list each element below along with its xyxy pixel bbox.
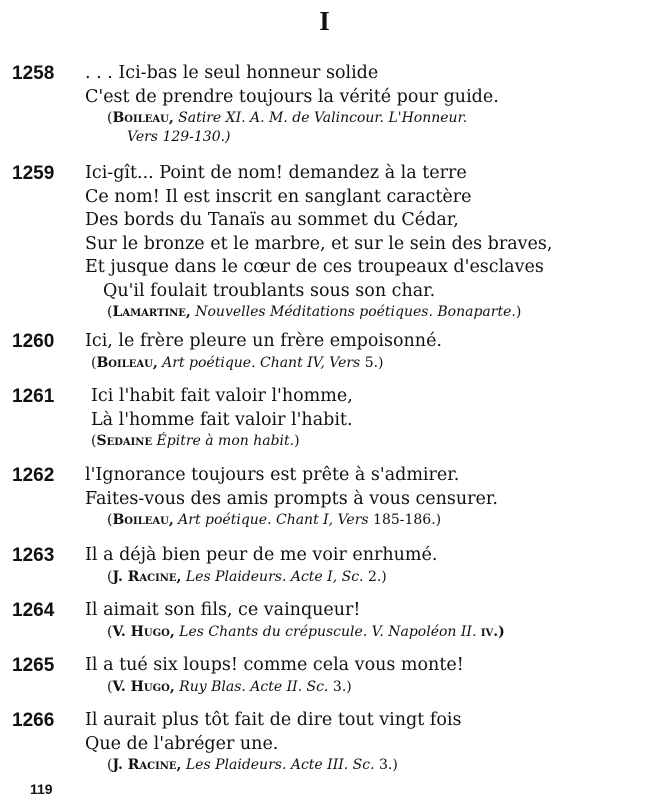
source-author: Boileau, xyxy=(96,354,158,371)
source-author: Lamartine, xyxy=(112,304,191,320)
verse-line: Ce nom! Il est inscrit en sanglant caractère xyxy=(85,186,472,207)
verse-line: Ici-gît... Point de nom! demandez à la terre xyxy=(85,163,467,183)
quote-verses xyxy=(85,709,645,775)
verse-line: Sur le bronze et le marbre, et sur le sein des braves, xyxy=(85,233,553,254)
source-author: Boileau, xyxy=(112,110,174,126)
source-author: J. Racine, xyxy=(112,757,182,773)
source-work: Art poétique. Chant IV, Vers xyxy=(162,354,361,371)
quote-verses xyxy=(85,599,645,642)
quote-verses xyxy=(85,654,645,697)
entry-number: 1263 xyxy=(12,545,55,566)
verse-line: C'est de prendre toujours la vérité pour guide. xyxy=(85,86,499,107)
source-verse-ref: 3.) xyxy=(379,757,398,773)
source-work: Nouvelles Méditations poétiques. Bonaparte. xyxy=(195,304,516,320)
quote-verses xyxy=(85,162,645,322)
source-work: Les Chants du crépuscule. V. Napoléon II. xyxy=(179,623,477,640)
verse-line: Que de l'abréger une. xyxy=(85,733,279,754)
source-work: Épitre à mon habit. xyxy=(156,433,295,449)
source-verse-ref: 3.) xyxy=(332,678,352,695)
source-author: J. Racine, xyxy=(112,568,182,585)
source-verse-ref: Vers 129-130.) xyxy=(127,129,231,145)
verse-line: Et jusque dans le cœur de ces troupeaux d'esclaves xyxy=(85,257,544,277)
quote-verses xyxy=(85,464,645,530)
source-verse-ref: 5.) xyxy=(364,354,384,371)
quote-source-continued xyxy=(85,128,645,147)
quote-verses xyxy=(85,385,645,451)
entry-number: 1265 xyxy=(12,655,55,676)
verse-line: Il aimait son fils, ce vainqueur! xyxy=(85,600,361,620)
entry-number: 1258 xyxy=(12,63,55,84)
verse-line: Ici l'habit fait valoir l'homme, xyxy=(91,386,353,406)
verse-line: Il aurait plus tôt fait de dire tout vingt fois xyxy=(85,710,462,730)
verse-line: l'Ignorance toujours est prête à s'admirer. xyxy=(85,465,460,485)
quote-source: (V. Hugo, Ruy Blas. Acte II. Sc. 3.) xyxy=(107,678,352,695)
quote-source: (J. Racine, Les Plaideurs. Acte I, Sc. 2.) xyxy=(107,568,387,585)
entry-number: 1264 xyxy=(12,600,55,621)
quote-source: (Boileau, Satire XI. A. M. de Valincour. L'Honneur. xyxy=(107,110,468,126)
quote-source: (Boileau, Art poétique. Chant IV, Vers 5.) xyxy=(91,354,384,371)
source-author: Sedaine xyxy=(96,433,153,449)
quote-source: (Boileau, Art poétique. Chant I, Vers 185-186.) xyxy=(107,512,442,528)
source-work: Les Plaideurs. Acte III. Sc. xyxy=(185,757,375,773)
verse-line: Là l'homme fait valoir l'habit. xyxy=(91,409,353,430)
verse-line: Des bords du Tanaïs au sommet du Cédar, xyxy=(85,210,459,230)
entry-number: 1262 xyxy=(12,465,55,486)
entry-number: 1259 xyxy=(12,163,55,184)
source-work: Satire XI. A. M. de Valincour. L'Honneur. xyxy=(178,110,468,126)
entry-number: 1261 xyxy=(12,386,55,407)
verse-line: Il a tué six loups! comme cela vous monte! xyxy=(85,655,464,675)
source-author: V. Hugo, xyxy=(112,678,175,695)
source-verse-ref: 2.) xyxy=(367,568,387,585)
quote-verses xyxy=(85,544,645,587)
source-work: Ruy Blas. Acte II. Sc. xyxy=(179,678,329,695)
quote-source: (Lamartine, Nouvelles Méditations poétiques. Bonaparte.) xyxy=(107,304,522,320)
quote-source: (Sedaine Épitre à mon habit.) xyxy=(91,433,300,449)
page-number: 119 xyxy=(30,781,53,797)
verse-line: Il a déjà bien peur de me voir enrhumé. xyxy=(85,545,438,565)
verse-line: Qu'il foulait troublants sous son char. xyxy=(103,280,436,301)
verse-line: Ici, le frère pleure un frère empoisonné. xyxy=(85,331,442,351)
quote-source: (J. Racine, Les Plaideurs. Acte III. Sc. 3.) xyxy=(107,757,398,773)
source-work: Les Plaideurs. Acte I, Sc. xyxy=(185,568,364,585)
quote-verses xyxy=(85,62,645,147)
source-author: Boileau, xyxy=(112,512,174,528)
entry-number: 1266 xyxy=(12,710,55,731)
source-verse-ref: 185-186.) xyxy=(373,512,442,528)
verse-line: . . . Ici-bas le seul honneur solide xyxy=(85,63,379,83)
entry-number: 1260 xyxy=(12,331,55,352)
verse-line: Faites-vous des amis prompts à vous censurer. xyxy=(85,488,498,509)
source-verse-ref: iv.) xyxy=(480,623,505,640)
quote-source: (V. Hugo, Les Chants du crépuscule. V. Napoléon II. iv.) xyxy=(107,623,505,640)
section-letter: I xyxy=(319,6,331,36)
source-work: Art poétique. Chant I, Vers xyxy=(178,512,369,528)
source-author: V. Hugo, xyxy=(112,623,175,640)
quote-verses xyxy=(85,330,645,373)
